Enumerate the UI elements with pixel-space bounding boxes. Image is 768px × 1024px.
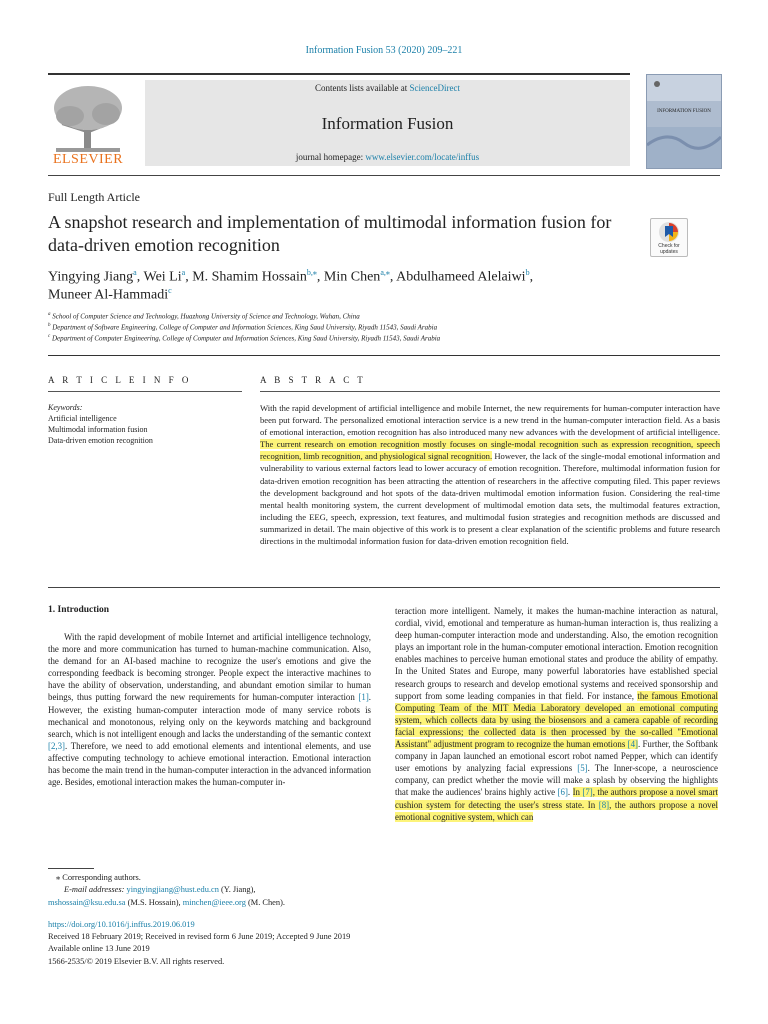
body-text: teraction more intelligent. Namely, it makes the human-machine interaction as natural, cordial, vivid, emotional and temperature as human-human interaction is, thus realizing a deep human-computer interaction mode and understanding. Also, the emotion recognition plays an important role in the human-computer emotional interaction. Emotion recognition enables machines to perceive human emotional states and produce the ability of empathy. In the United States and Europe, many powerful laboratories have established special research groups to research and develop emotional systems and received sponsorship and support from some leading companies in that field. For instance,: [395, 606, 718, 701]
author-separator: ,: [185, 269, 193, 285]
author-affiliation-mark[interactable]: b,⁎: [306, 268, 317, 277]
citation-link[interactable]: [7]: [582, 787, 593, 798]
email-owner: (Y. Jiang),: [218, 885, 256, 895]
homepage-link[interactable]: www.elsevier.com/locate/inffus: [365, 152, 480, 162]
citation-link[interactable]: [4]: [627, 739, 638, 750]
highlighted-text: In: [572, 787, 583, 798]
affiliation-mark: c: [48, 334, 51, 339]
email-link[interactable]: minchen@ieee.org: [182, 897, 246, 907]
doi-link[interactable]: https://doi.org/10.1016/j.inffus.2019.06.019: [48, 920, 195, 929]
journal-cover-thumbnail[interactable]: [646, 74, 722, 169]
author-separator: ,: [529, 269, 534, 285]
author-affiliation-mark[interactable]: b: [525, 268, 530, 277]
elsevier-wordmark: ELSEVIER: [52, 152, 124, 167]
article-title: A snapshot research and implementation of multimodal information fusion for data-driven emotion recognition: [48, 212, 612, 255]
abstract-text: [260, 402, 720, 547]
header-bottom-rule: [48, 175, 720, 176]
received-dates: Received 18 February 2019; Received in revised form 6 June 2019; Accepted 9 June 2019: [48, 932, 351, 942]
author-separator: ,: [389, 269, 397, 285]
crossmark-icon: [658, 221, 680, 243]
email-owner: (M.S. Hossain),: [125, 897, 183, 907]
keywords-block: [48, 402, 153, 446]
body-text: . Therefore, we need to add emotional elements and intentional elements, and use affective computing technology to achieve emotional interaction. Emotional interaction has become the main trend in the human-computer interaction in the advanced information age. Besides, emotional interaction makes the human-computer in-: [48, 740, 371, 788]
author-name[interactable]: Wei Li: [143, 269, 182, 285]
contents-prefix: Contents lists available at: [315, 83, 408, 93]
abstract-heading: A B S T R A C T: [260, 375, 366, 385]
affiliation-rule: [48, 355, 720, 356]
contents-line: [145, 83, 630, 93]
check-for-updates-label: Check for updates: [658, 243, 680, 255]
author-list-line-2: [48, 286, 172, 304]
affiliation-mark: a: [48, 312, 51, 317]
highlighted-text: , the authors propose a novel smart cushion system for detecting the user's stress state. In: [395, 787, 718, 810]
corresponding-label: Corresponding authors.: [62, 873, 141, 882]
footnote-mark: ⁎: [56, 873, 61, 882]
body-text: . However, the existing human-computer interaction mode of many service robots is mechanical and monotonous, relying only on the keywords matching and background search, which is not intelligent enough and lacks the understanding of the semantic context: [48, 692, 371, 739]
article-footer: [48, 919, 350, 968]
affiliation-c: [48, 334, 440, 342]
highlighted-text: the famous Emotional Computing Team of the MIT Media Laboratory developed an emotional computing system, which collects data by using the biosensors and a camera capable of recording facial expressions; the collected data is then processed by the so-called "Emotional Assistant" adjustment program to recognize the human emotions: [395, 690, 718, 750]
citation-link[interactable]: [1]: [358, 692, 369, 703]
email-link[interactable]: yingyingjiang@hust.edu.cn: [126, 885, 219, 895]
keyword-item: Data-driven emotion recognition: [48, 436, 153, 445]
highlighted-text: , the authors propose a novel emotional cognitive system, which can: [395, 799, 718, 822]
footnote-rule: [48, 868, 94, 869]
author-name[interactable]: Muneer Al-Hammadi: [48, 287, 169, 303]
journal-citation[interactable]: Information Fusion 53 (2020) 209–221: [305, 45, 463, 56]
keyword-item: Artificial intelligence: [48, 414, 117, 423]
corresponding-author-footnote: [48, 872, 285, 909]
intro-paragraph-left: [48, 631, 371, 788]
author-name[interactable]: M. Shamim Hossain: [192, 269, 307, 285]
available-online: Available online 13 June 2019: [48, 944, 150, 954]
email-label: E-mail addresses:: [64, 885, 125, 895]
email-link[interactable]: mshossain@ksu.edu.sa: [48, 897, 126, 907]
keyword-item: Multimodal information fusion: [48, 425, 148, 434]
body-text: With the rapid development of mobile Internet and artificial intelligence technology, the more and more communication has turned to human-machine communication. Also, the demand for an AI-based machine to recognize the user's emotions and give the corresponding feedback is becoming stronger. People expect the interactive machines to have the ability of observation, understanding, and abundant emotion similar to human beings, thus putting forward the new requirements for human-computer interaction: [48, 632, 371, 703]
abstract-bottom-rule: [48, 587, 720, 588]
abstract-highlight: The current research on emotion recognition mostly focuses on single-modal recognition such as expression recognition, speech recognition, limb recognition, and physiological signal recognition.: [260, 439, 720, 462]
email-owner: (M. Chen).: [245, 897, 285, 907]
journal-header-band: [145, 80, 630, 166]
article-info-rule: [48, 391, 242, 392]
keywords-label: Keywords:: [48, 403, 83, 412]
cover-title: INFORMATION FUSION: [657, 109, 711, 114]
author-name[interactable]: Min Chen: [323, 269, 381, 285]
citation-link[interactable]: [5]: [577, 763, 588, 774]
author-name[interactable]: Yingying Jiang: [48, 269, 134, 285]
check-for-updates-button[interactable]: [650, 218, 688, 257]
body-text: .: [567, 787, 573, 798]
affiliation-a: [48, 312, 360, 320]
copyright: 1566-2535/© 2019 Elsevier B.V. All rights reserved.: [48, 956, 225, 966]
sciencedirect-link[interactable]: ScienceDirect: [409, 83, 460, 93]
abstract-text-end: However, the lack of the single-modal emotional information and vulnerability to various external factors lead to lower accuracy of emotion recognition. Therefore, multimodal information fusion for data-driven emotion recognition has been attracting the attention of researchers in the affective computing filed. This paper reviews the development background and hot spots of the data-driven multimodal emotion information fusion. Considering the real-time mental health monitoring system, the current development of multimodal emotion data sets, the multimodal features extraction, including the EEG, speech, expression, text features, and multimodal fusion strategies and recognition methods are discussed and summarized in detail. The main objective of this work is to present a clear explanation of the scientific problems and future research directions in the multimodal information fusion for data-driven emotion recognition field.: [260, 451, 721, 547]
abstract-rule: [260, 391, 720, 392]
section-heading-introduction: 1. Introduction: [48, 605, 110, 615]
citation-link[interactable]: [2,3]: [48, 740, 66, 751]
citation-link[interactable]: [8]: [598, 799, 610, 810]
citation-link[interactable]: [6]: [557, 787, 568, 798]
header-top-rule: [48, 73, 630, 75]
elsevier-logo: [48, 80, 128, 168]
body-text: . Further, the Softbank company in Japan launched an emotional escort robot named Pepper, which can identify user emotions by analyzing facial expressions: [395, 739, 718, 774]
homepage-prefix: journal homepage:: [295, 152, 364, 162]
author-list-line-1: [48, 268, 533, 286]
journal-homepage: [145, 152, 630, 162]
article-info-heading: A R T I C L E I N F O: [48, 375, 192, 385]
author-separator: ,: [316, 269, 324, 285]
affiliation-text: School of Computer Science and Technology, Huazhong University of Science and Technology, Wuhan, China: [52, 312, 360, 321]
author-name[interactable]: Abdulhameed Alelaiwi: [396, 269, 526, 285]
affiliation-text: Department of Computer Engineering, College of Computer and Information Sciences, King Saud University, Riyadh 11543, Saudi Arabia: [51, 334, 441, 343]
author-affiliation-mark[interactable]: a: [181, 268, 186, 277]
author-affiliation-mark[interactable]: c: [168, 286, 172, 295]
affiliation-mark: b: [48, 323, 51, 328]
author-separator: ,: [136, 269, 144, 285]
author-affiliation-mark[interactable]: a,⁎: [380, 268, 390, 277]
affiliation-text: Department of Software Engineering, College of Computer and Information Sciences, King Saud University, Riyadh 11543, Saudi Arabia: [52, 323, 438, 332]
intro-paragraph-right: [395, 605, 718, 823]
abstract-text-start: With the rapid development of artificial intelligence and mobile Internet, the new requirements for human-computer interaction have been put forward. The personalized emotional interaction service is a new trend in the human-computer interaction field. As a basis of emotional interaction, emotion recognition has also introduced many new advances with the development of artificial intelligence.: [260, 403, 720, 438]
article-type: Full Length Article: [48, 190, 140, 204]
body-text: . The Inner-scope, a neuroscience company, can predict whether the movie will make a splash by observing the highlights that make the audiences' brains highly active: [395, 763, 718, 798]
author-affiliation-mark[interactable]: a: [133, 268, 137, 277]
journal-title: Information Fusion: [321, 114, 454, 133]
affiliation-b: [48, 323, 437, 331]
cover-art-icon: [647, 75, 721, 168]
